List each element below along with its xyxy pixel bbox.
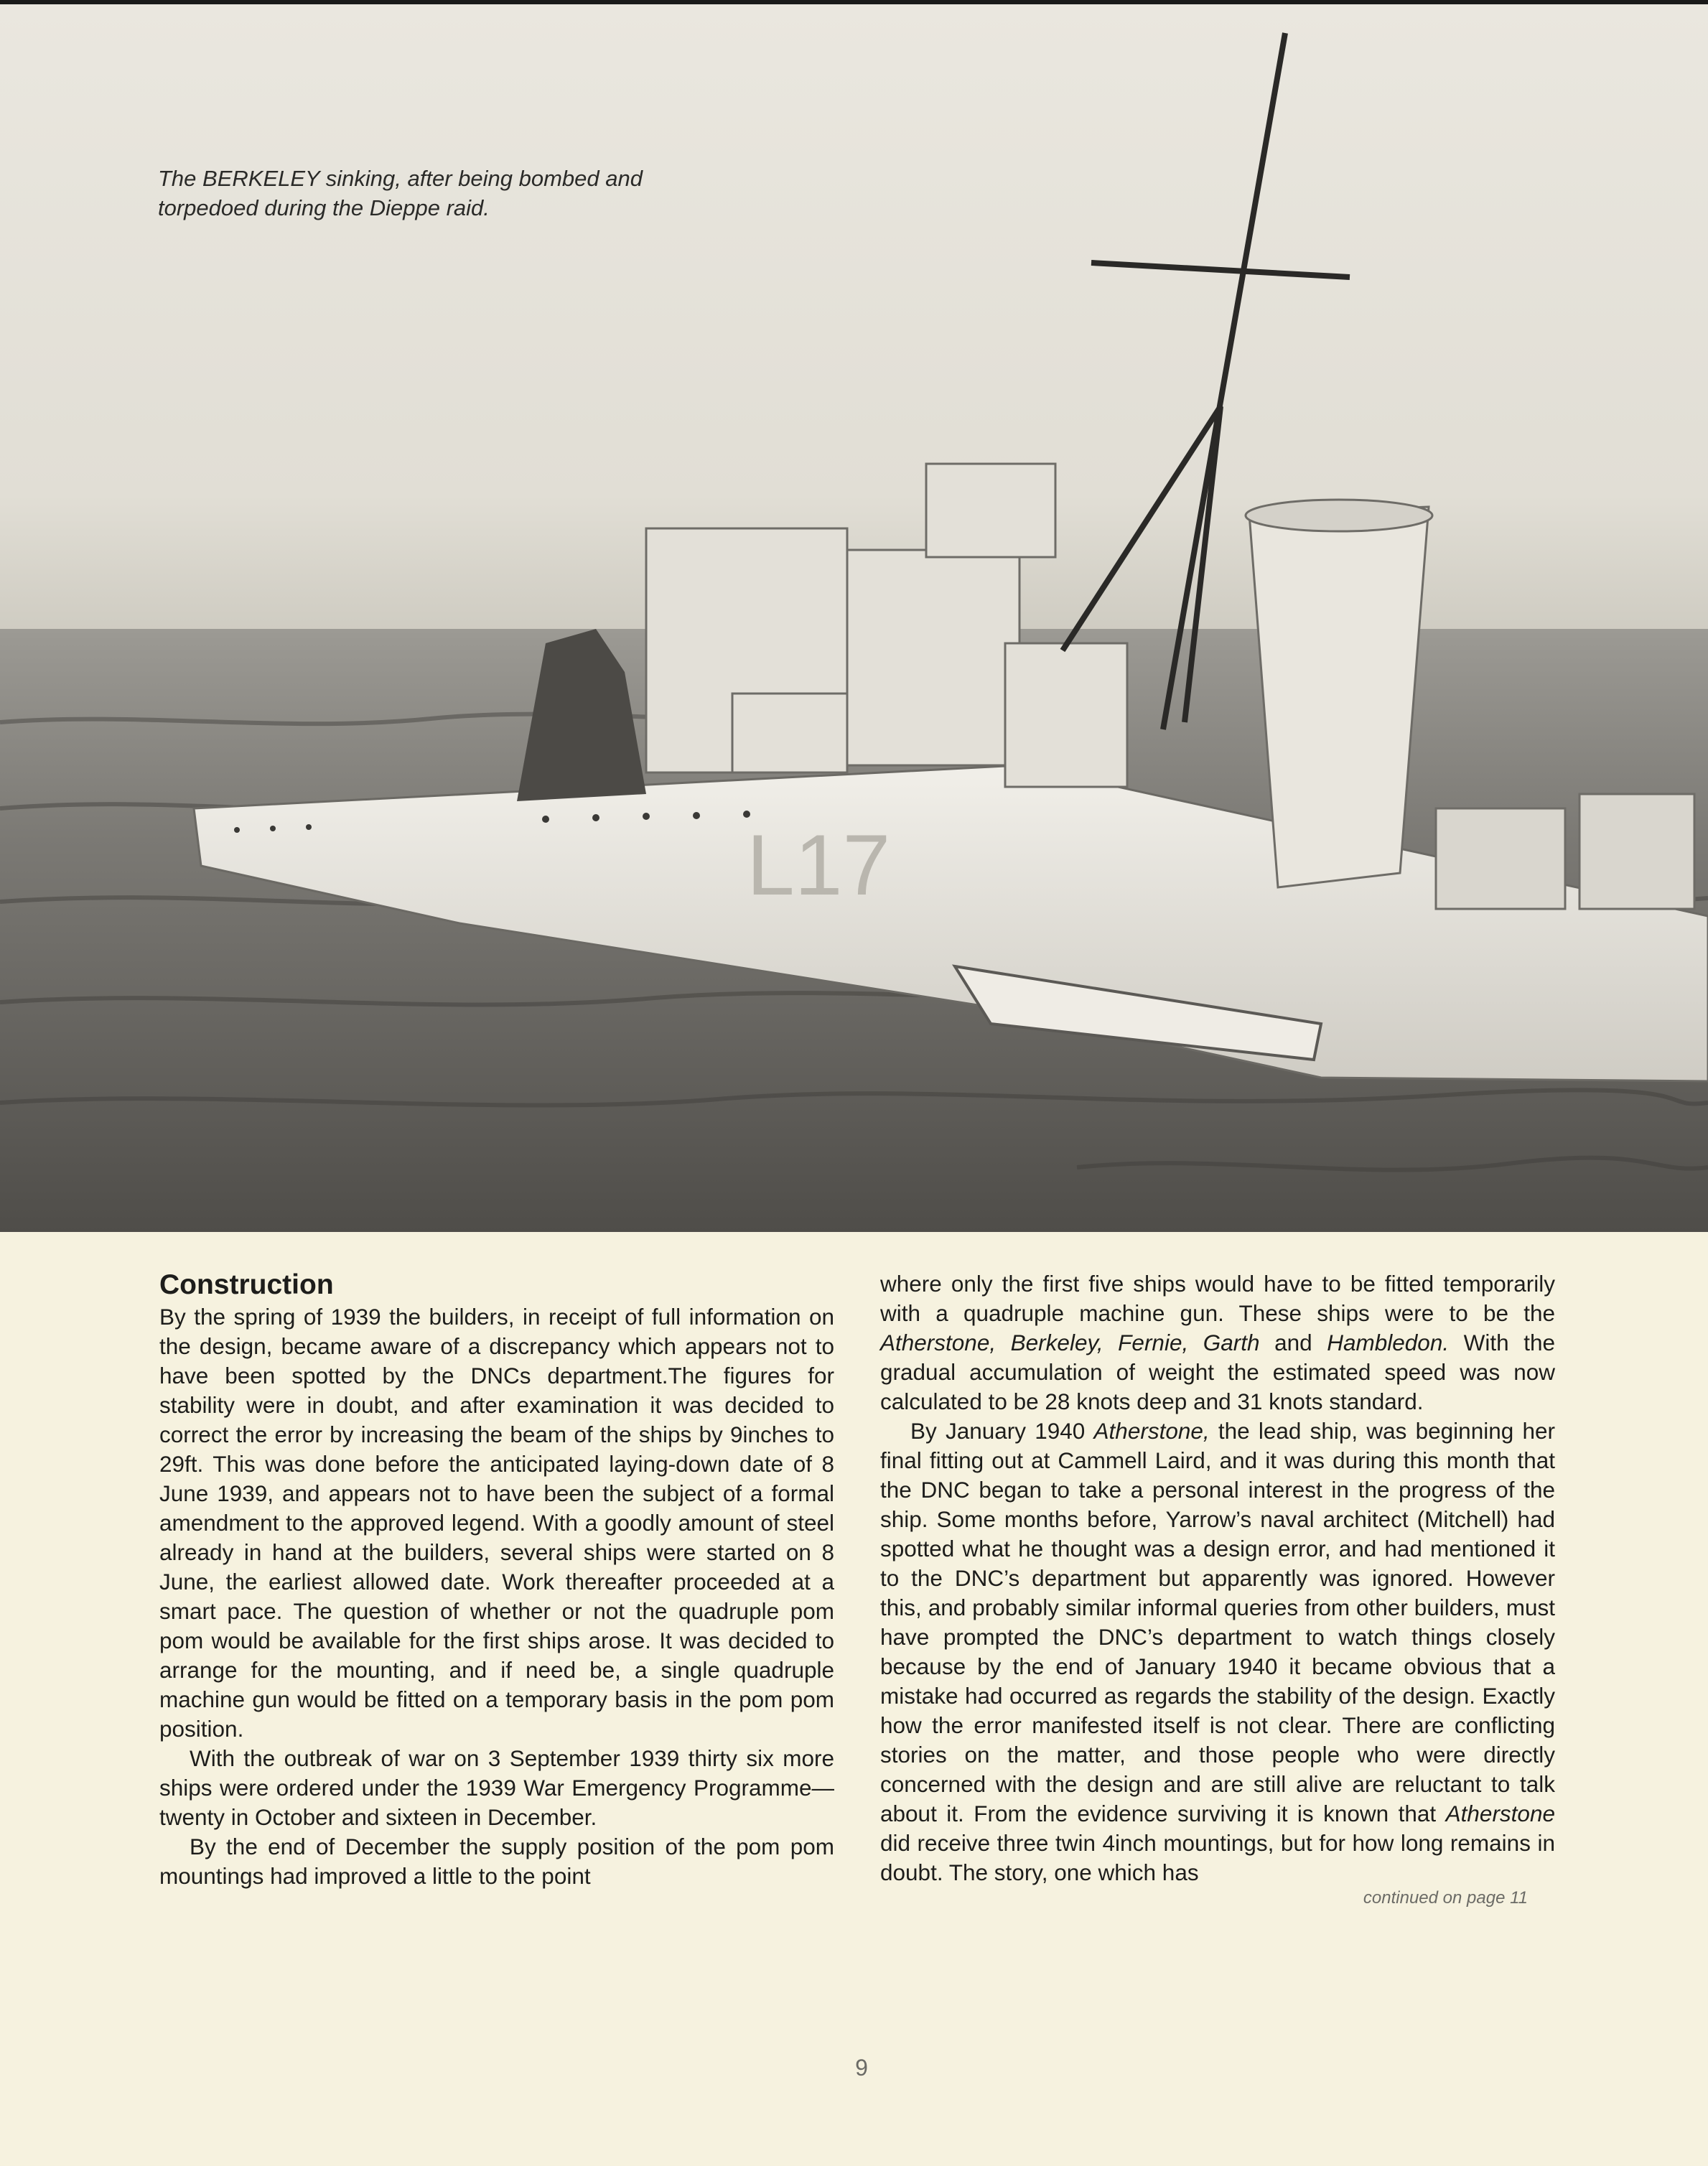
ship-name: Atherstone bbox=[1445, 1801, 1555, 1826]
page-number: 9 bbox=[855, 2055, 868, 2081]
text-run: did receive three twin 4inch mountings, but for how long remains in doubt. The story, one which has bbox=[880, 1830, 1555, 1885]
paragraph: With the outbreak of war on 3 September 1939 thirty six more ships were ordered under the 1939 War Emergency Programme—twenty in October and sixteen in December. bbox=[159, 1745, 834, 1830]
section-heading: Construction bbox=[159, 1269, 334, 1300]
ship-name: Atherstone, bbox=[1093, 1418, 1210, 1444]
deck-equipment-aft bbox=[1579, 794, 1694, 909]
funnel-top bbox=[1246, 500, 1432, 531]
paragraph: By the end of December the supply position of the pom pom mountings had improved a little to the point bbox=[159, 1834, 834, 1889]
paragraph: By the spring of 1939 the builders, in receipt of full information on the design, became aware of a discrepancy which appears not to have been spotted by the DNCs department.The figures for stability were in doubt, and after examination it was decided to correct the error by increasing the beam of the ships by 9inches to 29ft. This was done before the anticipated laying-down date of 8 June 1939, and appears not to have been the subject of a formal amendment to the approved legend. With a goodly amount of steel already in hand at the builders, several ships were started on 8 June, the earliest allowed date. Work thereafter proceeded at a smart pace. The question of whether or not the quadruple pom pom would be available for the first ships arose. It was decided to arrange for the mounting, and if need be, a single quadruple machine gun would be fitted on a temporary basis in the pom pom position. bbox=[159, 1304, 834, 1742]
deck-equipment bbox=[1436, 808, 1565, 909]
photo-caption: The BERKELEY sinking, after being bombed and torpedoed during the Dieppe raid. bbox=[158, 166, 643, 220]
text-run: With the gradual accumulation of weight the estimated speed was now calculated to be 28 knots deep and 31 knots standard. bbox=[880, 1330, 1555, 1414]
text-run: where only the first five ships would have to be fitted temporarily with a quadruple machine gun. These ships were to be the bbox=[880, 1271, 1555, 1326]
text-run: and bbox=[1259, 1330, 1327, 1355]
paragraph bbox=[880, 1269, 1555, 1416]
continued-note: continued on page 11 bbox=[1363, 1888, 1528, 1908]
funnel bbox=[1249, 507, 1429, 887]
text-run: By January 1940 bbox=[910, 1418, 1094, 1444]
superstructure bbox=[646, 464, 1127, 787]
ship-photo bbox=[0, 4, 1708, 1232]
paragraph bbox=[880, 1416, 1555, 1887]
ship-names: Atherstone, Berkeley, Fernie, Garth bbox=[880, 1330, 1260, 1355]
text-run: the lead ship, was beginning her final fitting out at Cammell Laird, and it was during this month that the DNC began to take a personal interest in the progress of the ship. Some months before, Yarrow’s naval architect (Mitchell) had spotted what he thought was a design error, and had mentioned it to the DNC’s department but apparently was ignored. However this, and probably similar informal queries from other builders, must have prompted the DNC’s department to watch things closely because by the end of January 1940 it became obvious that a mistake had occurred as regards the stability of the design. Exactly how the error manifested itself is not clear. There are conflicting stories on the matter, and those people who were directly concerned with the design and are still alive are reluctant to talk about it. From the evidence surviving it is known that bbox=[880, 1418, 1555, 1826]
hull-marking: L17 bbox=[747, 817, 891, 913]
left-column bbox=[159, 1269, 834, 1891]
right-column bbox=[880, 1269, 1555, 1909]
ship-name: Hambledon. bbox=[1327, 1330, 1450, 1355]
